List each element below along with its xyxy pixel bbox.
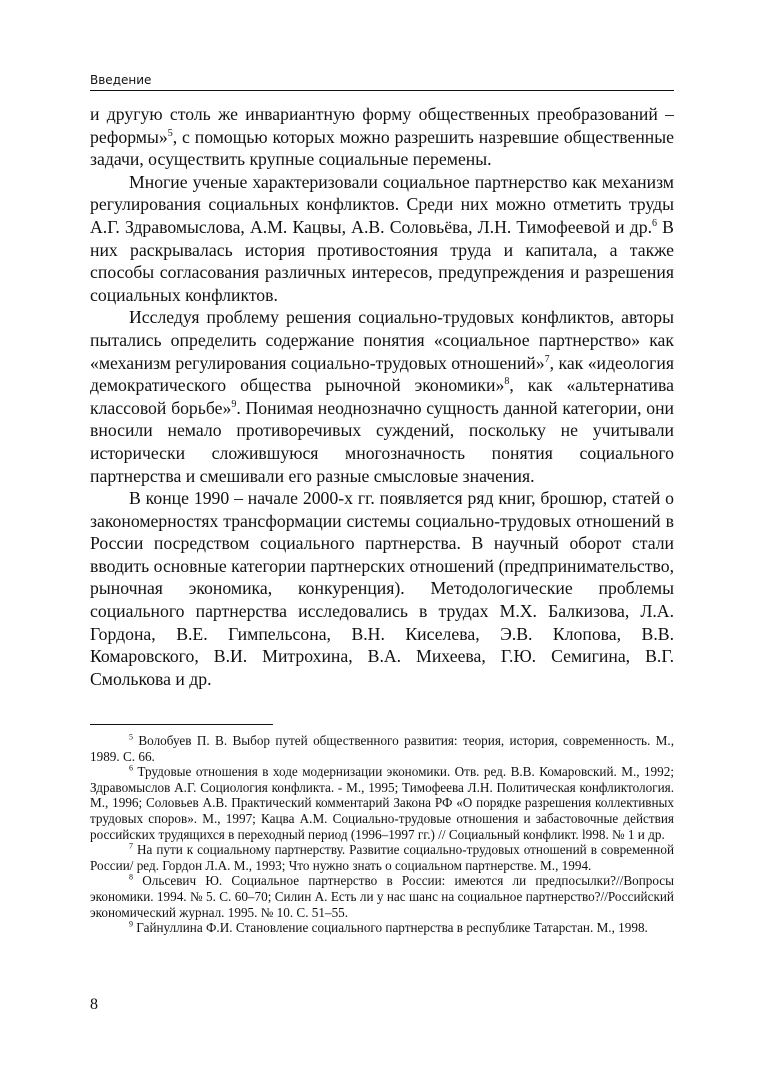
footnote-number: 6 xyxy=(129,763,133,773)
footnote-number: 8 xyxy=(129,872,133,882)
paragraph-3-text-d: . Понимая неоднозначно сущность данной категории, они вносили немало противоречивых суждений, поскольку не учитывали исторически сложившуюся многозначность понятия социального партнерства и смешивали его разные смысловые значения. xyxy=(90,397,674,486)
footnote-7 xyxy=(90,842,674,873)
footnote-ref-8[interactable]: 8 xyxy=(504,376,510,388)
footnote-8 xyxy=(90,873,674,920)
paragraph-1-text-a: и другую столь же инвариантную форму общественных преобразований – реформы» xyxy=(90,104,674,147)
footnote-ref-9[interactable]: 9 xyxy=(231,398,237,410)
footnotes xyxy=(90,733,674,936)
footnote-text: Гайнуллина Ф.И. Становление социального партнерства в республике Татарстан. М., 1998. xyxy=(133,920,648,936)
paragraph-3-text-b: , как «идеология демократического общества рыночной экономики» xyxy=(90,352,674,396)
footnote-text: Ольсевич Ю. Социальное партнерство в России: имеются ли предпосылки?//Вопросы экономики. 1994. № 5. С. 60–70; Силин А. Есть ли у нас шанс на социальное партнерство?//Российский экономический журнал. 1995. № 10. С. 51–55. xyxy=(90,873,674,920)
paragraph-1 xyxy=(90,103,674,171)
paragraph-2-text-a: Многие ученые характеризовали социальное партнерство как механизм регулирования социальных конфликтов. Среди них можно отметить труды А.Г. Здравомыслова, А.М. Кацвы, А.В. Соловьёва, Л.Н. Тимофеевой и др. xyxy=(90,171,674,237)
footnote-ref-6[interactable]: 6 xyxy=(652,218,658,230)
footnote-number: 7 xyxy=(129,841,133,851)
footnote-number: 9 xyxy=(129,919,133,929)
footnote-9 xyxy=(90,920,674,936)
footnote-ref-7[interactable]: 7 xyxy=(544,353,550,365)
footnote-ref-5[interactable]: 5 xyxy=(167,127,173,139)
paragraph-3 xyxy=(90,306,674,487)
paragraph-4: В конце 1990 – начале 2000-х гг. появляется ряд книг, брошюр, статей о закономерностях трансформации системы социально-трудовых отношений в России посредством социального партнерства. В научный оборот стали вводить основные категории партнерских отношений (предпринимательство, рыночная экономика, конкуренция). Методологические проблемы социального партнерства исследовались в трудах М.Х. Балкизова, Л.А. Гордона, В.Е. Гимпельсона, В.Н. Киселева, Э.В. Клопова, В.В. Комаровского, В.И. Митрохина, В.А. Михеева, Г.Ю. Семигина, В.Г. Смолькова и др. xyxy=(90,488,674,689)
footnote-separator xyxy=(90,724,273,725)
running-header: Введение xyxy=(90,73,152,87)
footnote-5 xyxy=(90,733,674,764)
paragraph-2-text-b: В них раскрывалась история противостояния труда и капитала, а также способы согласования различных интересов, предупреждения и разрешения социальных конфликтов. xyxy=(90,216,674,305)
main-text xyxy=(90,103,674,690)
header-divider xyxy=(90,90,674,91)
paragraph-2 xyxy=(90,171,674,307)
footnote-number: 5 xyxy=(129,732,133,742)
paragraph-3-text-c: , как «альтернатива классовой борьбе» xyxy=(90,375,674,418)
paragraph-3-text-a: Исследуя проблему решения социально-трудовых конфликтов, авторы пытались определить содержание понятия «социальное партнерство» как «механизм регулирования социально-трудовых отношений» xyxy=(90,307,674,373)
footnote-text: На пути к социальному партнерству. Развитие социально-трудовых отношений в современной России/ ред. Гордон Л.А. М., 1993; Что нужно знать о социальном партнерстве. М., 1994. xyxy=(90,842,674,873)
page-number: 8 xyxy=(90,996,98,1013)
paragraph-1-text-b: , с помощью которых можно разрешить назревшие общественные задачи, осуществить крупные социальные перемены. xyxy=(90,126,674,170)
footnote-6 xyxy=(90,764,674,842)
footnote-text: Волобуев П. В. Выбор путей общественного развития: теория, история, современность. М., 1989. С. 66. xyxy=(90,733,674,764)
footnote-text: Трудовые отношения в ходе модернизации экономики. Отв. ред. В.В. Комаровский. М., 1992; Здравомыслов А.Г. Социология конфликта. - М., 1995; Тимофеева Л.Н. Политическая конфликтология. М., 1996; Соловьев А.В. Практический комментарий Закона РФ «О порядке разрешения коллективных трудовых споров». М., 1997; Кацва А.М. Социально-трудовые отношения и забастовочные действия российских трудящихся в переходный период (1996–1997 гг.) // Социальный конфликт. l998. № 1 и др. xyxy=(90,764,674,842)
